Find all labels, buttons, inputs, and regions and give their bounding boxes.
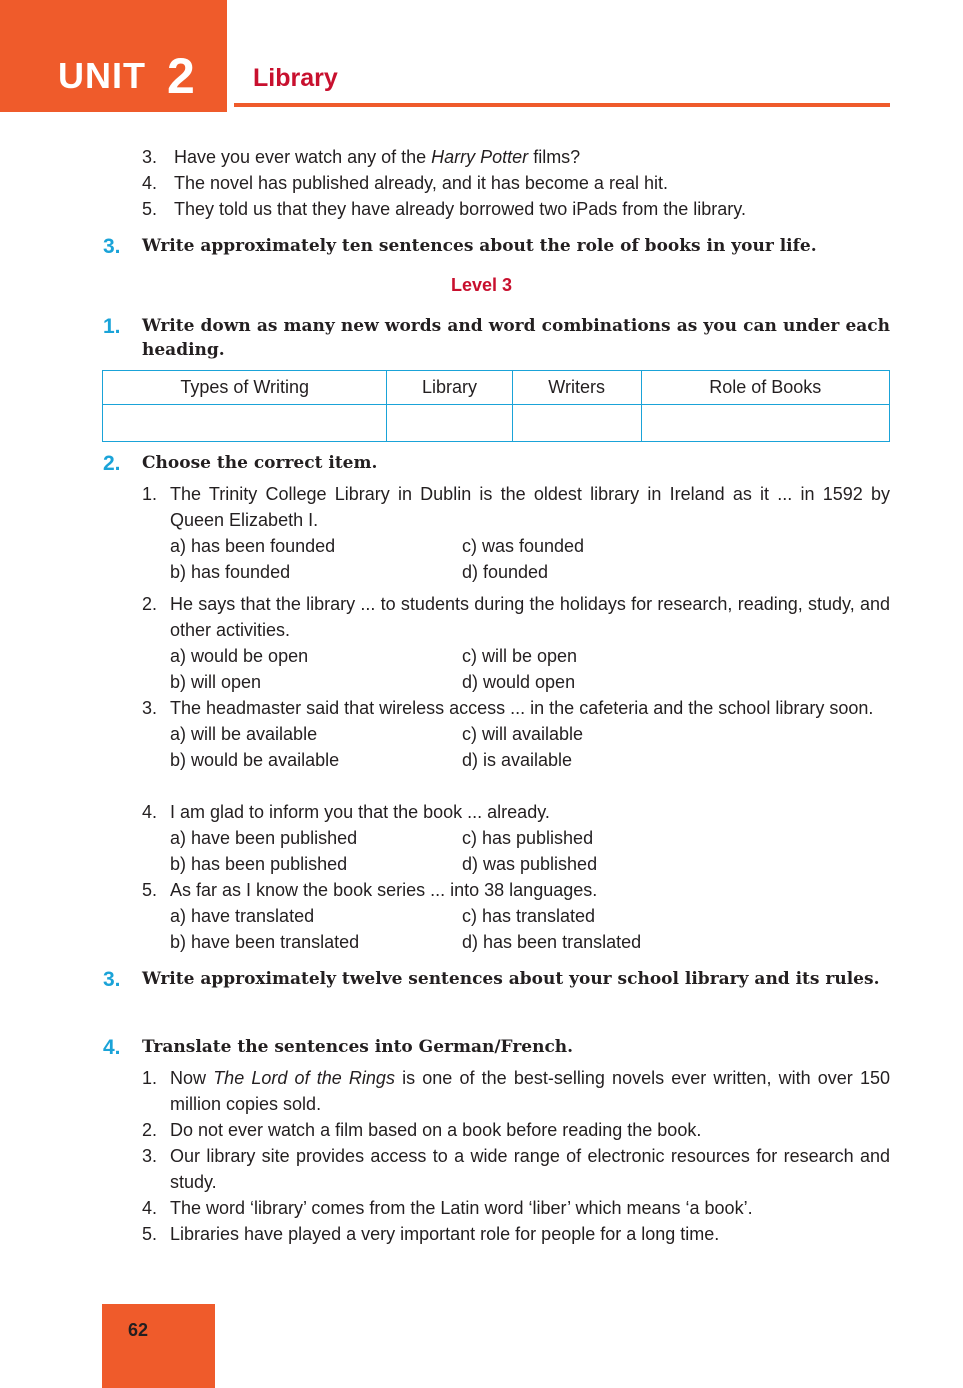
- translation-list: [142, 1065, 890, 1247]
- list-item: 4. The novel has published already, and it has become a real hit.: [142, 173, 668, 193]
- option[interactable]: b) has founded: [170, 562, 291, 582]
- option[interactable]: d) would open: [462, 672, 576, 692]
- exercise-instruction: Write down as many new words and word combinations as you can under each heading.: [142, 316, 890, 360]
- exercise-number: 2.: [103, 452, 121, 475]
- unit-banner: [0, 0, 227, 112]
- list-item: 3. Our library site provides access to a wide range of electronic resources for research and study.: [142, 1146, 890, 1192]
- question: 3. The headmaster said that wireless access ... in the cafeteria and the school library soon. a) will be available c) will available b) would be available d) is available: [142, 695, 890, 773]
- exercise-number: 3.: [103, 968, 121, 991]
- option[interactable]: b) has been published: [170, 854, 348, 874]
- table-cell[interactable]: [512, 405, 641, 442]
- list-item: 4. The word ‘library’ comes from the Latin word ‘liber’ which means ‘a book’.: [142, 1198, 753, 1218]
- unit-number: 2: [167, 48, 195, 104]
- table-header: Types of Writing: [103, 371, 387, 405]
- table-cell[interactable]: [387, 405, 512, 442]
- option[interactable]: a) have been published: [170, 828, 358, 848]
- option[interactable]: d) founded: [462, 562, 549, 582]
- unit-label: UNIT: [58, 55, 146, 96]
- option[interactable]: c) will available: [462, 724, 584, 744]
- option[interactable]: d) was published: [462, 854, 598, 874]
- option[interactable]: c) will be open: [462, 646, 578, 666]
- exercise-number: 3.: [103, 235, 121, 258]
- option[interactable]: c) has published: [462, 828, 594, 848]
- option[interactable]: d) has been translated: [462, 932, 642, 952]
- question: 5. As far as I know the book series ... into 38 languages. a) have translated c) has translated b) have been translated d) has been translated: [142, 877, 890, 955]
- table-header: Library: [387, 371, 512, 405]
- list-item: 3. Have you ever watch any of the Harry Potter films?: [142, 147, 581, 167]
- option[interactable]: a) has been founded: [170, 536, 336, 556]
- question: 2. He says that the library ... to students during the holidays for research, reading, study, and other activities. a) would be open c) will be open b) will open d) would open: [142, 591, 890, 695]
- table-header: Writers: [512, 371, 641, 405]
- list-item: 5. Libraries have played a very important role for people for a long time.: [142, 1224, 720, 1244]
- word-table: [102, 370, 890, 442]
- exercise-instruction: Translate the sentences into German/French.: [142, 1037, 574, 1057]
- list-item: 1. Now The Lord of the Rings is one of the best-selling novels ever written, with over 150 million copies sold.: [142, 1068, 891, 1114]
- exercise-number: 1.: [103, 315, 121, 338]
- option[interactable]: c) has translated: [462, 906, 596, 926]
- exercise-instruction: Choose the correct item.: [142, 453, 378, 473]
- question: 4. I am glad to inform you that the book ... already. a) have been published c) has published b) has been published d) was published: [142, 799, 890, 877]
- list-item: 5. They told us that they have already borrowed two iPads from the library.: [142, 199, 746, 219]
- page-number-box: [102, 1304, 215, 1388]
- option[interactable]: b) would be available: [170, 750, 340, 770]
- list-item: 2. Do not ever watch a film based on a book before reading the book.: [142, 1120, 702, 1140]
- table-header: Role of Books: [641, 371, 889, 405]
- question: 1. The Trinity College Library in Dublin is the oldest library in Ireland as it ... in 1592 by Queen Elizabeth I. a) has been founded c) was founded b) has founded d) founded: [142, 481, 890, 585]
- exercise-instruction: Write approximately twelve sentences about your school library and its rules.: [142, 969, 880, 989]
- option[interactable]: d) is available: [462, 750, 573, 770]
- table-cell[interactable]: [641, 405, 889, 442]
- level-heading: Level 3: [450, 275, 513, 295]
- exercise-number: 4.: [103, 1036, 121, 1059]
- exercise-instruction: Write approximately ten sentences about the role of books in your life.: [142, 236, 817, 256]
- unit-title: Library: [253, 64, 338, 92]
- continued-sentence-list: [142, 144, 746, 222]
- option[interactable]: a) will be available: [170, 724, 318, 744]
- option[interactable]: a) would be open: [170, 646, 309, 666]
- option[interactable]: b) have been translated: [170, 932, 360, 952]
- header-divider: [234, 103, 890, 107]
- page-number: 62: [128, 1320, 149, 1340]
- option[interactable]: c) was founded: [462, 536, 585, 556]
- table-cell[interactable]: [103, 405, 387, 442]
- option[interactable]: a) have translated: [170, 906, 315, 926]
- option[interactable]: b) will open: [170, 672, 262, 692]
